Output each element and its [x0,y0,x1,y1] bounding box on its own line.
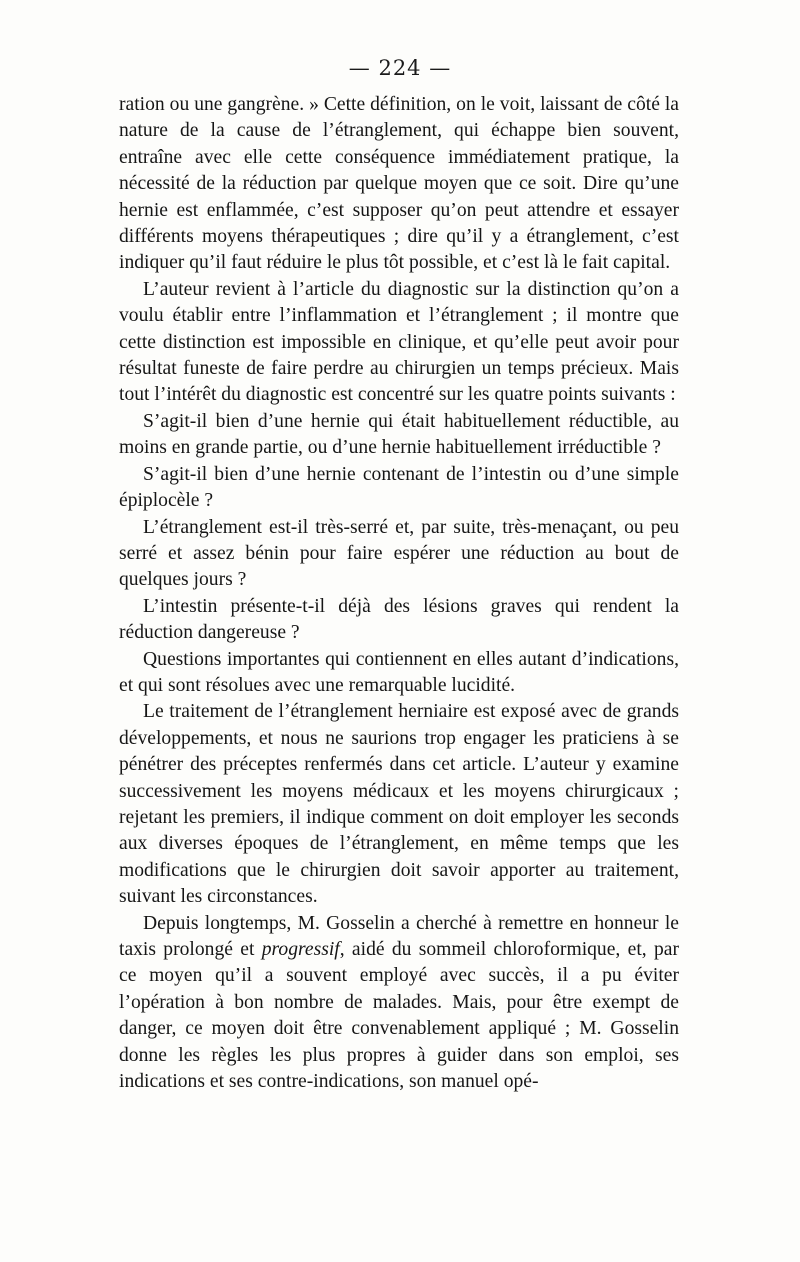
paragraph-9-start: Depuis longtemps, M. Gosselin a cherché à remettre en honneur le taxis prolongé et [119,912,679,960]
paragraph-3: S’agit-il bien d’une hernie qui était habituellement réductible, au moins en grande partie, ou d’une hernie habituellement irréductible ? [119,410,679,459]
paragraph-1: ration ou une gangrène. » Cette définition, on le voit, laissant de côté la nature de la cause de l’étranglement, qui échappe bien souvent, entraîne avec elle cette conséquence immédiatement pratique, la nécessité de la réduction par quelque moyen que ce soit. Dire qu’une hernie est enflammée, c’est supposer qu’on peut attendre et essayer différents moyens thérapeutiques ; dire qu’il y a étranglement, c’est indiquer qu’il faut réduire le plus tôt possible, et c’est là le fait capital. [119,94,679,274]
paragraph-4: S’agit-il bien d’une hernie contenant de l’intestin ou d’une simple épiplocèle ? [119,463,679,512]
paragraph-9 [119,911,679,1096]
page-number: — 224 — [348,56,452,80]
emphasis-progressif: progressif [261,939,340,960]
paragraph-7: Questions importantes qui contiennent en elles autant d’indications, et qui sont résolues avec une remarquable lucidité. [119,648,679,696]
paragraph-9-end: , aidé du sommeil chloroformique, et, par ce moyen qu’il a souvent employé avec succès, il a pu éviter l’opération à bon nombre de malades. Mais, pour être exempt de danger, ce moyen doit être convenablement appliqué ; M. Gosselin donne les règles les plus propres à guider dans son emploi, ses indications et ses contre-indications, son manuel opé- [119,939,679,1093]
paragraph-5: L’étranglement est-il très-serré et, par suite, très-menaçant, ou peu serré et assez bénin pour faire espérer une réduction au bout de quelques jours ? [119,516,679,591]
paragraph-6: L’intestin présente-t-il déjà des lésions graves qui rendent la réduction dangereuse ? [119,595,679,644]
body-text [119,92,679,1095]
paragraph-2: L’auteur revient à l’article du diagnostic sur la distinction qu’on a voulu établir entre l’inflammation et l’étranglement ; il montre que cette distinction est impossible en clinique, et qu’elle peut avoir pour résultat funeste de faire perdre au chirurgien un temps précieux. Mais tout l’intérêt du diagnostic est concentré sur les quatre points suivants : [119,278,679,406]
paragraph-8: Le traitement de l’étranglement herniaire est exposé avec de grands développements, et nous ne saurions trop engager les praticiens à se pénétrer des préceptes renfermés dans cet article. L’auteur y examine successivement les moyens médicaux et les moyens chirurgicaux ; rejetant les premiers, il indique comment on doit employer les seconds aux diverses époques de l’étranglement, en même temps que les modifications que le chirurgien doit savoir apporter au traitement, suivant les circonstances. [119,701,679,908]
